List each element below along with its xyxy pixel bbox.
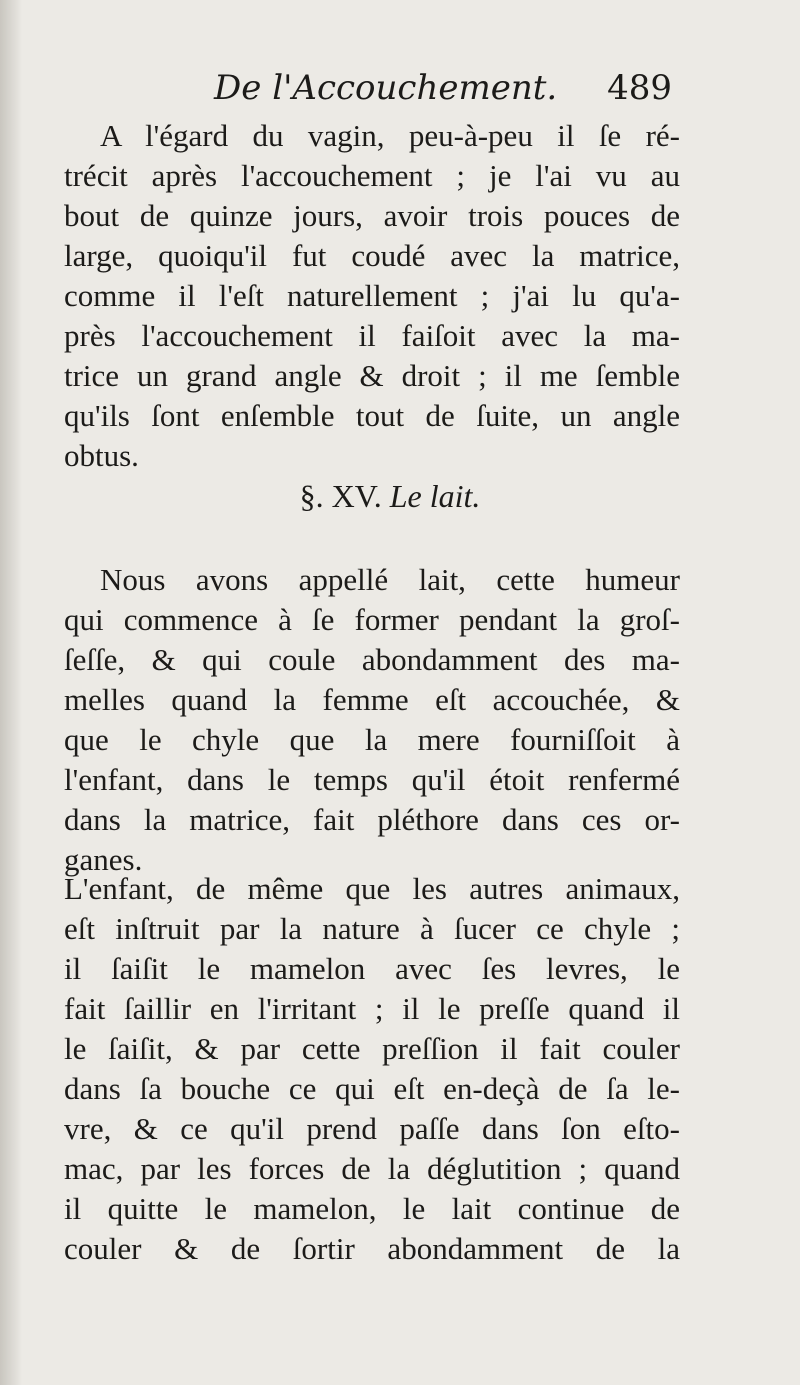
- text-line: Nous avons appellé lait, cette humeur: [100, 562, 680, 597]
- text-line: couler & de ſortir abondamment de la: [64, 1231, 680, 1266]
- paragraph-3: [64, 869, 680, 1269]
- text-line: A l'égard du vagin, peu-à-peu il ſe ré-: [100, 118, 680, 153]
- text-line: mac, par les forces de la déglutition ; quand: [64, 1151, 680, 1186]
- text-line: bout de quinze jours, avoir trois pouces de: [64, 198, 680, 233]
- text-line: ganes.: [64, 842, 143, 877]
- text-line: le ſaiſit, & par cette preſſion il fait couler: [64, 1031, 680, 1066]
- text-line: large, quoiqu'il fut coudé avec la matrice,: [64, 238, 680, 273]
- paragraph-1: [64, 116, 680, 476]
- text-line: fait ſaillir en l'irritant ; il le preſſe quand il: [64, 991, 680, 1026]
- text-line: l'enfant, dans le temps qu'il étoit renfermé: [64, 762, 680, 797]
- text-line: il ſaiſit le mamelon avec ſes levres, le: [64, 951, 680, 986]
- text-line: qu'ils ſont enſemble tout de ſuite, un angle: [64, 398, 680, 433]
- page-gutter: [0, 0, 22, 1385]
- text-line: vre, & ce qu'il prend paſſe dans ſon eſto-: [64, 1111, 680, 1146]
- section-heading: [64, 478, 680, 515]
- section-title: Le lait.: [389, 478, 481, 514]
- text-line: dans la matrice, fait pléthore dans ces or-: [64, 802, 680, 837]
- text-line: qui commence à ſe former pendant la groſ-: [64, 602, 680, 637]
- text-line: que le chyle que la mere fourniſſoit à: [64, 722, 680, 757]
- text-line: melles quand la femme eſt accouchée, &: [64, 682, 680, 717]
- page-number: 489: [607, 68, 672, 108]
- text-line: L'enfant, de même que les autres animaux,: [64, 871, 680, 906]
- text-line: près l'accouchement il faiſoit avec la ma-: [64, 318, 680, 353]
- text-line: il quitte le mamelon, le lait continue de: [64, 1191, 680, 1226]
- running-head: [64, 68, 680, 108]
- text-line: comme il l'eſt naturellement ; j'ai lu qu'a-: [64, 278, 680, 313]
- paragraph-2: [64, 560, 680, 880]
- section-number: §. XV.: [299, 478, 382, 514]
- text-line: ſeſſe, & qui coule abondamment des ma-: [64, 642, 680, 677]
- text-line: trécit après l'accouchement ; je l'ai vu au: [64, 158, 680, 193]
- text-line: trice un grand angle & droit ; il me ſemble: [64, 358, 680, 393]
- running-title: De l'Accouchement.: [214, 68, 558, 108]
- text-line: eſt inſtruit par la nature à ſucer ce chyle ;: [64, 911, 680, 946]
- text-line: dans ſa bouche ce qui eſt en-deçà de ſa le-: [64, 1071, 680, 1106]
- text-line: obtus.: [64, 438, 139, 473]
